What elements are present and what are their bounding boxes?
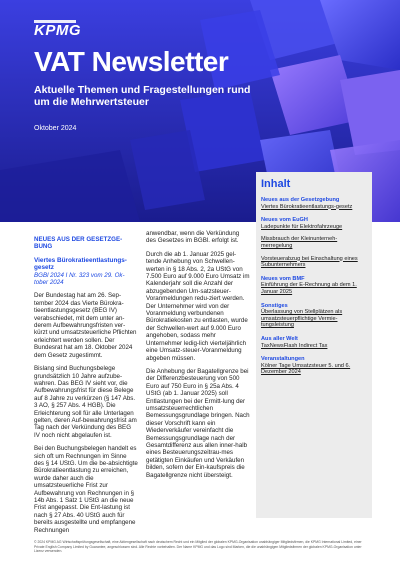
toc-link[interactable]: TaxNewsFlash Indirect Tax	[261, 342, 328, 349]
toc-group	[261, 303, 367, 329]
toc-link[interactable]: Kölner Tage Umsatzsteuer 5. und 6. Dezember 2024	[261, 362, 351, 376]
toc-group	[261, 217, 367, 269]
newsletter-subtitle: Aktuelle Themen und Fragestellungen rund um die Mehrwertsteuer	[34, 84, 251, 108]
legal-footer: © 2024 KPMG AG Wirtschaftsprüfungsgesellschaft, eine Aktiengesellschaft nach deutschem Recht und ein Mitglied der globalen KPMG-Organisation unabhängiger Mitgliedsfirmen, die KPMG International Limited, einer Private English Company Limited by Guarantee, angeschlossen sind. Alle Rechte vorbehalten. Der Name KPMG und das Logo sind Marken, die die unabhängigen Mitgliedsfirmen der globalen KPMG-Organisation unter Lizenz verwenden.	[34, 540, 362, 554]
section-heading: NEUES AUS DER GESETZGE-BUNG	[34, 236, 123, 251]
article-title: Viertes Bürokratieentlastungs-gesetz	[34, 256, 127, 272]
toc-group	[261, 336, 367, 349]
table-of-contents	[256, 172, 372, 518]
toc-link[interactable]: Viertes Bürokratieentlastungs-gesetz	[261, 203, 353, 210]
newsletter-title: VAT Newsletter	[34, 46, 229, 77]
toc-link[interactable]: Einführung der E-Rechnung ab dem 1. Januar 2025	[261, 282, 357, 295]
article-column-1	[34, 236, 138, 540]
toc-link[interactable]: Ladepunkte für Elektrofahrzeuge	[261, 223, 343, 230]
toc-group	[261, 197, 367, 210]
toc-link[interactable]: Überlassung von Stellplätzen als umsatzsteuerpflichtige Vermie-tungsleistung	[261, 309, 343, 329]
paragraph: Der Bundestag hat am 26. Sep-tember 2024 das Vierte Bürokra-tieentlastungsgesetz (BEG IV) verabschiedet, mit dem unter an-derem Aufbewahrungsfristen ver-kürzt und umsatzsteuerliche Pflichten erleichtert werden sollen. Der Bundesrat hat am 18. Oktober 2024 dem Gesetz zugestimmt.	[34, 292, 137, 359]
toc-group-heading: Neues aus der Gesetzgebung	[261, 197, 340, 203]
paragraph: Bislang sind Buchungsbelege grundsätzlich 10 Jahre aufzube-wahren. Das BEG IV sieht vor, die Aufbewahrungsfrist für diese Belege auf 8 Jahre zu verkürzen (§ 147 Abs. 3 AO, § 257 Abs. 4 HGB). Die Erleichterung soll für alle Unterlagen gelten, deren Auf-bewahrungsfrist am Tag nach der Verkündung des BEG IV noch nicht abgelaufen ist.	[34, 365, 137, 439]
paragraph: Die Anhebung der Bagatellgrenze bei der Differenzbesteuerung von 500 Euro auf 750 Euro in § 25a Abs. 4 UStG (ab 1. Januar 2025) soll Entlastungen bei der Ermitt-lung der umsatzsteuerrechtlichen Bemessungsgrundlage bringen. Nach dieser Vorschrift kann ein Wiederverkäufer vereinfacht die Bemessungsgrundlage nach der Gesamtdifferenz aus allen inner-halb eines Besteuerungszeitrau-mes getätigten Einkäufen und Verkäufen bilden, sofern der Ein-kaufspreis die Bagatellgrenze nicht übersteigt.	[146, 367, 250, 479]
kpmg-logo: KPMG	[34, 22, 81, 39]
toc-group-heading: Neues vom BMF	[261, 275, 305, 282]
article-reference: BGBl 2024 I Nr. 323 vom 29. Ok-tober 2024	[34, 271, 125, 287]
toc-link[interactable]: Vorsteuerabzug bei Einschaltung eines Subunternehmers	[261, 255, 358, 269]
paragraph: Durch die ab 1. Januar 2025 gel-tende Anhebung von Schwellen-werten in § 18 Abs. 2, 2a UStG von 7.500 Euro auf 9.000 Euro Umsatz im Kalenderjahr soll die Anzahl der abzugebenden Um-satzsteuer-Voranmeldungen redu-ziert werden. Der Unternehmer wird von der Voranmeldung verbundenen Bürokratiekosten zu entlasten, wurde der Schwellen-wert auf 9.000 Euro angehoben, sodass mehr Unternehmer ledig-lich vierteljährlich eine Umsatz-steuer-Voranmeldung abgeben müssen.	[146, 250, 250, 362]
toc-group-heading: Veranstaltungen	[261, 356, 305, 363]
issue-date: Oktober 2024	[34, 125, 77, 132]
toc-group	[261, 276, 367, 296]
toc-group	[261, 356, 367, 376]
toc-group-heading: Aus aller Welt	[261, 335, 298, 342]
paragraph: anwendbar, wenn die Verkündung des Gesetzes im BGBl. erfolgt ist.	[146, 230, 240, 245]
toc-group-heading: Neues vom EuGH	[261, 217, 308, 224]
article-column-2	[146, 230, 250, 485]
toc-link[interactable]: Missbrauch der Kleinunterneh-merregelung	[261, 236, 338, 249]
toc-title: Inhalt	[261, 178, 291, 190]
toc-group-heading: Sonstiges	[261, 302, 288, 309]
paragraph: Bei den Buchungsbelegen handelt es sich oft um Rechnungen im Sinne des § 14 UStG. Um die be-absichtigte Bürokratieentlastung zu erreichen, wurde daher auch die umsatzsteuerliche Frist zur Aufbewahrung von Rechnungen in § 14b Abs. 1 Satz 1 UStG an die neue Frist angepasst. Die Ent-lastung ist nach § 27 Abs. 40 UStG auch für bereits ausgestellte und empfangene Rechnungen	[34, 445, 138, 534]
